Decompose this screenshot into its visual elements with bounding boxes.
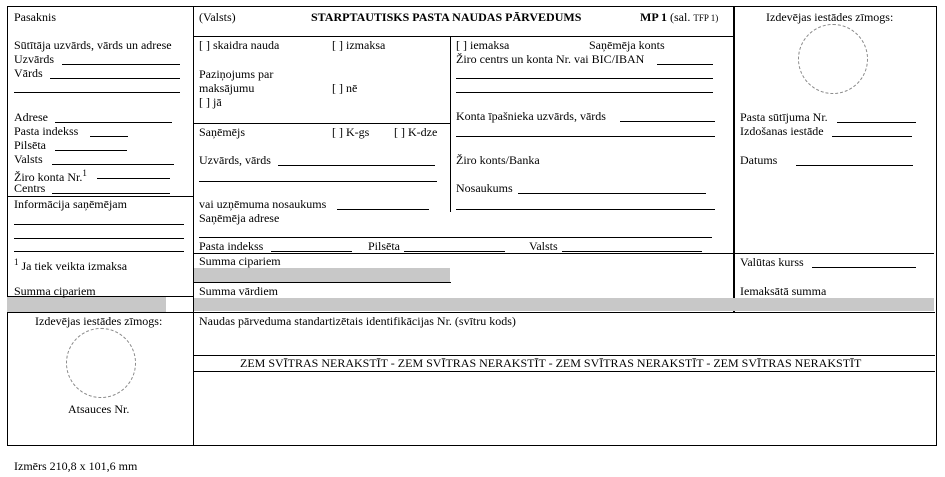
giro-account-text: Žiro konta Nr. xyxy=(14,170,83,184)
sender-postcode-label: Pasta indekss xyxy=(14,124,79,138)
payee-info-line-2[interactable] xyxy=(14,238,184,239)
date-field[interactable] xyxy=(796,165,913,166)
footnote-text: Ja tiek veikta izmaksa xyxy=(21,259,128,273)
company-label: vai uzņēmuma nosaukums xyxy=(199,197,327,211)
giro-centre-label: Žiro centrs un konta Nr. vai BIC/IBAN xyxy=(456,52,645,66)
stub-title: Pasaknis xyxy=(14,10,56,24)
deposit-sum-label: Iemaksātā summa xyxy=(740,284,827,298)
account-holder-label: Konta īpašnieka uzvārds, vārds xyxy=(456,109,606,123)
stub-sum-field[interactable] xyxy=(7,297,166,312)
notice-yes-checkbox[interactable]: [ ] jā xyxy=(199,95,222,109)
bank-name-field[interactable] xyxy=(518,193,706,194)
stub-stamp-label: Izdevējas iestādes zīmogs: xyxy=(35,314,163,328)
giro-centre-field[interactable] xyxy=(657,64,713,65)
cash-checkbox[interactable]: [ ] skaidra nauda xyxy=(199,38,280,52)
deposit-checkbox[interactable]: [ ] iemaksa xyxy=(456,38,510,52)
account-holder-field[interactable] xyxy=(620,121,715,122)
sender-surname-field[interactable] xyxy=(62,64,180,65)
form-code-sal: (sal. xyxy=(670,10,691,24)
sender-city-field[interactable] xyxy=(55,150,127,151)
sum-digits-field[interactable] xyxy=(194,268,450,282)
stub-sum-label: Summa cipariem xyxy=(14,284,96,298)
footnote-sup: 1 xyxy=(14,257,19,267)
giro-bank-label: Žiro konts/Banka xyxy=(456,153,540,167)
divider-account-col xyxy=(450,36,451,212)
sum-words-label: Summa vārdiem xyxy=(199,284,278,298)
payee-address-field[interactable] xyxy=(199,237,712,238)
divider-sum-top xyxy=(193,253,934,254)
giro-centre-line-2[interactable] xyxy=(456,78,713,79)
bank-name-line-2[interactable] xyxy=(456,209,715,210)
mrs-checkbox[interactable]: [ ] K-dze xyxy=(394,125,438,139)
sender-title: Sūtītāja uzvārds, vārds un adrese xyxy=(14,38,172,52)
giro-account-field[interactable] xyxy=(97,178,170,179)
payee-info-line-1[interactable] xyxy=(14,224,184,225)
date-label: Datums xyxy=(740,153,778,167)
sum-digits-label: Summa cipariem xyxy=(199,254,281,268)
issuer-stamp-label: Izdevējas iestādes zīmogs: xyxy=(766,10,894,24)
payee-address-label: Saņēmēja adrese xyxy=(199,211,280,225)
divider-payee xyxy=(193,123,451,124)
sender-city-label: Pilsēta xyxy=(14,138,46,152)
sender-name-field[interactable] xyxy=(50,78,180,79)
country-header: (Valsts) xyxy=(199,10,236,24)
stub-stamp-circle xyxy=(66,328,136,398)
sender-country-field[interactable] xyxy=(52,164,174,165)
form-code xyxy=(640,11,718,25)
payee-account-label: Saņēmēja konts xyxy=(589,38,665,52)
payee-country-field[interactable] xyxy=(562,251,702,252)
payee-postcode-label: Pasta indekss xyxy=(199,239,264,253)
divider-zem-bottom xyxy=(193,371,935,372)
deposit-sum-field[interactable] xyxy=(735,298,934,311)
payout-checkbox[interactable]: [ ] izmaksa xyxy=(332,38,386,52)
divider-header xyxy=(193,36,451,37)
sender-surname-label: Uzvārds xyxy=(14,52,54,66)
form-code-mp: MP 1 xyxy=(640,10,667,24)
payee-name-line-2[interactable] xyxy=(199,181,437,182)
form-title: STARPTAUTISKS PASTA NAUDAS PĀRVEDUMS xyxy=(311,10,582,24)
divider-bottom-top xyxy=(7,312,935,313)
divider-header-right xyxy=(450,36,734,37)
reference-label: Atsauces Nr. xyxy=(68,402,130,416)
notice-label-1: Paziņojums par xyxy=(199,67,274,81)
giro-account-sup: 1 xyxy=(82,168,87,178)
giro-centre-line-3[interactable] xyxy=(456,92,713,93)
footnote xyxy=(14,256,127,273)
centre-field[interactable] xyxy=(52,193,170,194)
divider-stub xyxy=(193,6,194,445)
centre-label: Centrs xyxy=(14,181,46,195)
mr-checkbox[interactable]: [ ] K-gs xyxy=(332,125,370,139)
divider-right-panel xyxy=(733,6,735,312)
account-holder-line-2[interactable] xyxy=(456,136,715,137)
sender-address-label: Adrese xyxy=(14,110,48,124)
payee-name-field[interactable] xyxy=(278,165,435,166)
notice-no-checkbox[interactable]: [ ] nē xyxy=(332,81,358,95)
payee-label: Saņēmējs xyxy=(199,125,245,139)
issuing-office-label: Izdošanas iestāde xyxy=(740,124,824,138)
notice-label-2: maksājumu xyxy=(199,81,255,95)
payee-city-label: Pilsēta xyxy=(368,239,400,253)
divider-sum-mid xyxy=(193,282,451,283)
form-frame xyxy=(7,6,937,446)
payee-postcode-field[interactable] xyxy=(271,251,352,252)
payee-info-line-3[interactable] xyxy=(14,251,184,252)
payee-city-field[interactable] xyxy=(404,251,505,252)
bank-name-label: Nosaukums xyxy=(456,181,513,195)
sender-extra-field[interactable] xyxy=(14,92,180,93)
form-code-tfp: TFP 1) xyxy=(693,13,719,23)
sender-name-label: Vārds xyxy=(14,66,43,80)
company-field[interactable] xyxy=(337,209,429,210)
payee-info-label: Informācija saņēmējam xyxy=(14,197,127,211)
sender-country-label: Valsts xyxy=(14,152,43,166)
sender-address-field[interactable] xyxy=(55,122,172,123)
shipment-number-label: Pasta sūtījuma Nr. xyxy=(740,110,828,124)
sender-postcode-field[interactable] xyxy=(90,136,128,137)
payee-country-label: Valsts xyxy=(529,239,558,253)
barcode-label: Naudas pārveduma standartizētais identifikācijas Nr. (svītru kods) xyxy=(199,314,516,328)
do-not-write-below: ZEM SVĪTRAS NERAKSTĪT - ZEM SVĪTRAS NERAKSTĪT - ZEM SVĪTRAS NERAKSTĪT - ZEM SVĪTRAS NERAKSTĪT xyxy=(240,356,862,370)
payee-name-label: Uzvārds, vārds xyxy=(199,153,271,167)
form-size: Izmērs 210,8 x 101,6 mm xyxy=(14,459,138,473)
shipment-number-field[interactable] xyxy=(837,122,916,123)
exchange-rate-field[interactable] xyxy=(812,267,916,268)
exchange-rate-label: Valūtas kurss xyxy=(740,255,804,269)
issuer-stamp-circle xyxy=(798,24,868,94)
issuing-office-field[interactable] xyxy=(832,136,912,137)
